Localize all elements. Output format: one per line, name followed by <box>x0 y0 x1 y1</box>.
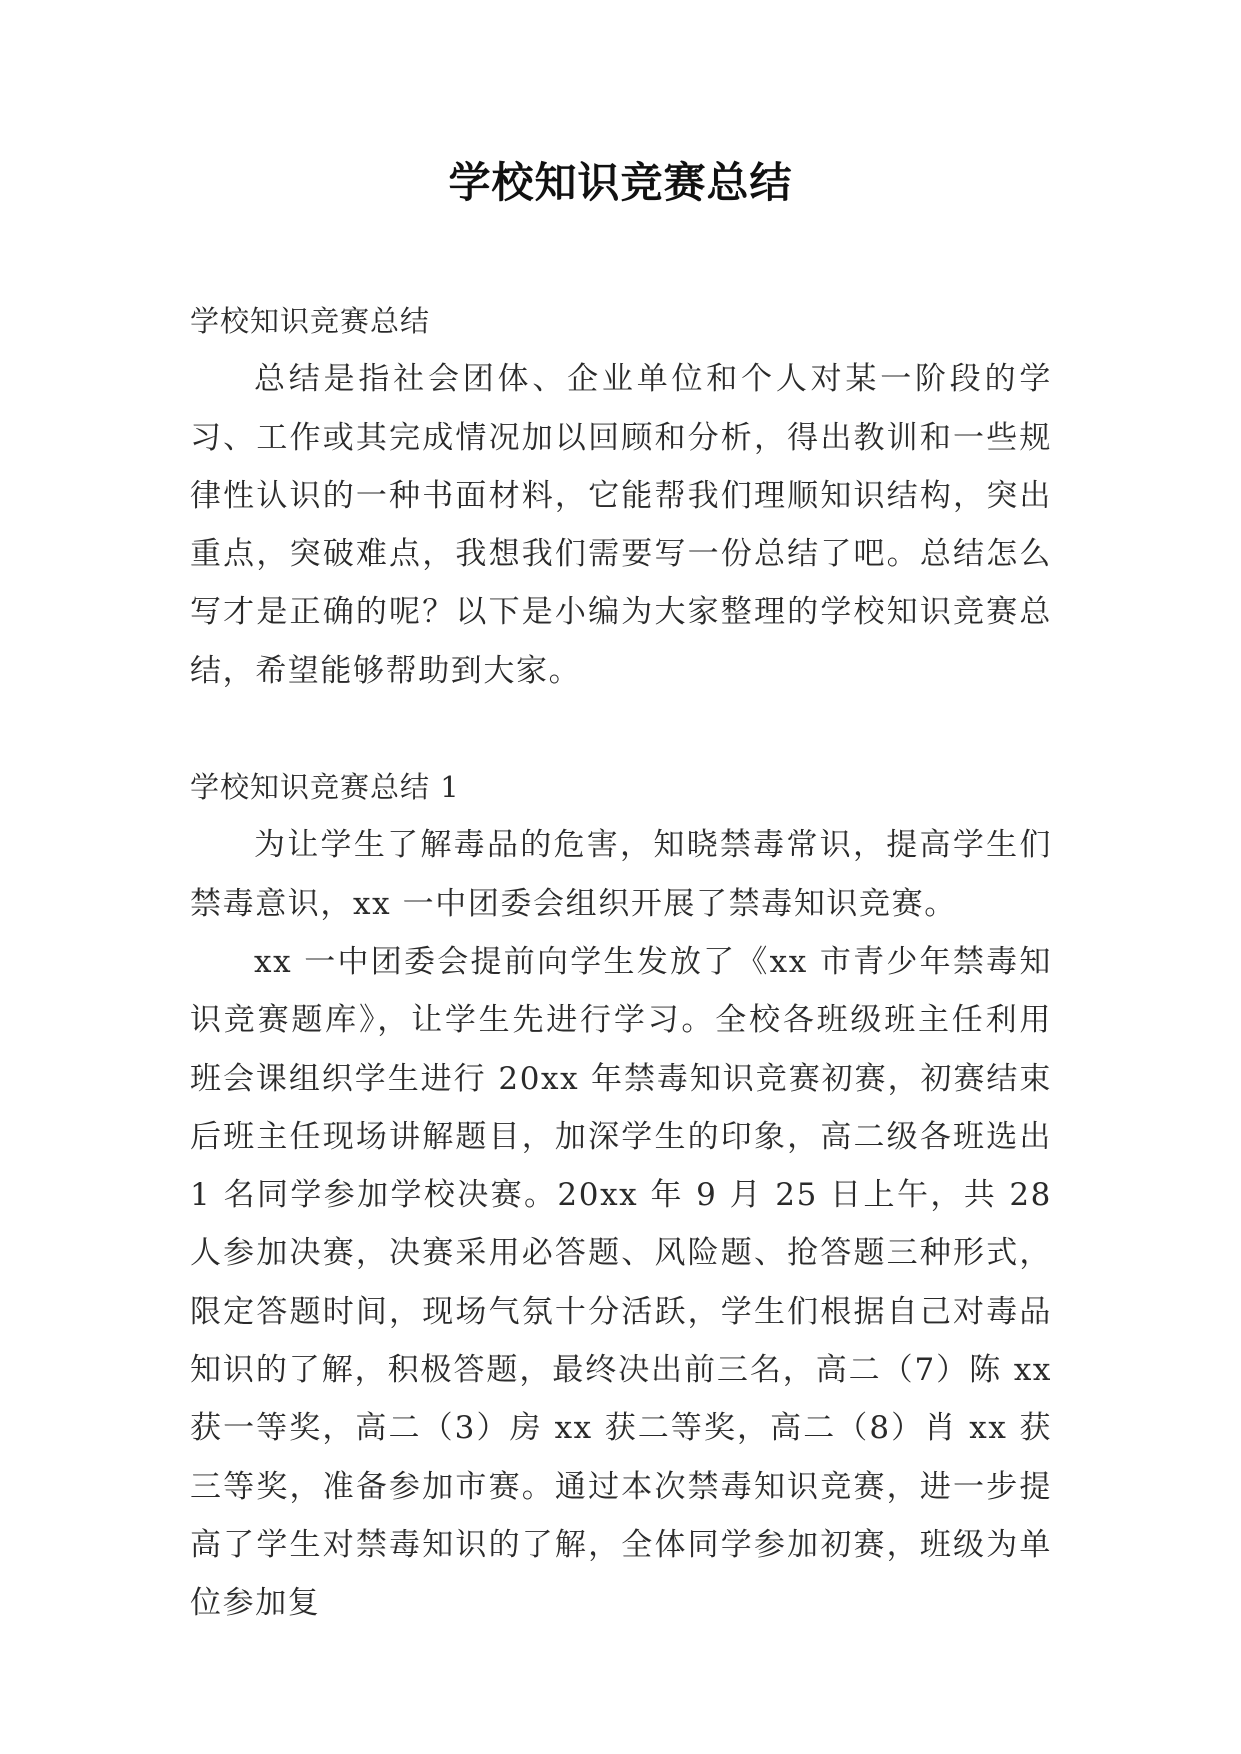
intro-heading: 学校知识竞赛总结 <box>190 304 431 338</box>
section1-paragraph-2: xx 一中团委会提前向学生发放了《xx 市青少年禁毒知识竞赛题库》，让学生先进行学习。全校各班级班主任利用班会课组织学生进行 20xx 年禁毒知识竞赛初赛，初赛结束后班主任现场讲解题目，加深学生的印象，高二级各班选出 1 名同学参加学校决赛。20xx 年 9 月 25 日上午，共 28 人参加决赛，决赛采用必答题、风险题、抢答题三种形式，限定答题时间，现场气氛十分活跃，学生们根据自己对毒品知识的了解，积极答题，最终决出前三名，高二（7）陈 xx 获一等奖，高二（3）房 xx 获二等奖，高二（8）肖 xx 获三等奖，准备参加市赛。通过本次禁毒知识竞赛，进一步提高了学生对禁毒知识的了解，全体同学参加初赛，班级为单位参加复 <box>190 943 1052 1622</box>
document-body <box>190 292 1052 1633</box>
intro-paragraph: 总结是指社会团体、企业单位和个人对某一阶段的学习、工作或其完成情况加以回顾和分析，得出教训和一些规律性认识的一种书面材料，它能帮我们理顺知识结构，突出重点，突破难点，我想我们需要写一份总结了吧。总结怎么写才是正确的呢？以下是小编为大家整理的学校知识竞赛总结，希望能够帮助到大家。 <box>190 361 1052 689</box>
section-spacer <box>190 700 1052 758</box>
section1-heading: 学校知识竞赛总结 1 <box>190 770 460 805</box>
document-title: 学校知识竞赛总结 <box>448 158 793 207</box>
section1-paragraph-1: 为让学生了解毒品的危害，知晓禁毒常识，提高学生们禁毒意识，xx 一中团委会组织开展了禁毒知识竞赛。 <box>190 827 1052 922</box>
